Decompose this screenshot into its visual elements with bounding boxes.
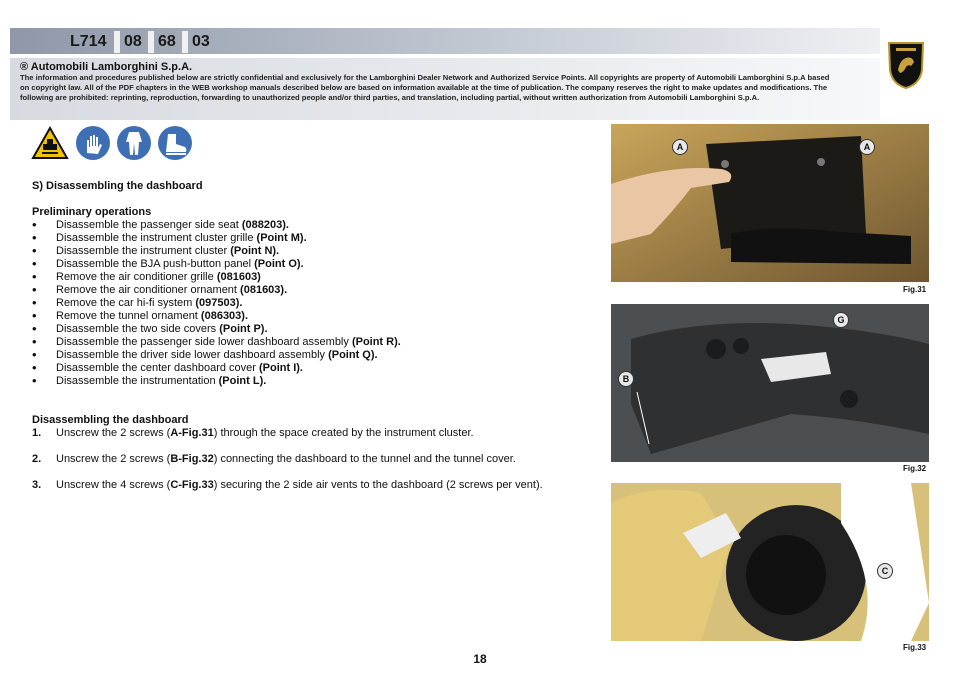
callout-a: A [672, 139, 688, 155]
item-text: Disassemble the instrument cluster grille [56, 232, 257, 244]
list-item [32, 336, 592, 349]
disclaimer-title: ® Automobili Lamborghini S.p.A. [20, 61, 193, 73]
disassembling-title: Disassembling the dashboard [32, 414, 189, 426]
step-item [32, 479, 592, 492]
main-content [32, 180, 592, 492]
item-text: Disassemble the two side covers [56, 323, 220, 335]
list-item [32, 271, 592, 284]
step-text: ) connecting the dashboard to the tunnel and the tunnel cover. [213, 453, 516, 465]
list-item [32, 362, 592, 375]
section-title: S) Disassembling the dashboard [32, 180, 203, 192]
item-ref: (097503). [195, 297, 243, 309]
item-ref: (086303). [200, 310, 249, 322]
doc-code-group: 08 [124, 33, 142, 50]
figure-32-photo [611, 304, 929, 462]
preliminary-title: Preliminary operations [32, 206, 152, 218]
item-text: Remove the tunnel ornament [56, 310, 201, 322]
list-item [32, 284, 592, 297]
figure-31-photo [611, 124, 929, 282]
item-ref: (Point R). [351, 336, 401, 348]
list-item [32, 349, 592, 362]
disclaimer-text: The information and procedures published below are strictly confidential and exclusively for the Lamborghini Dealer Network and Authorized Service Points. All copyrights are property of Automobili Lamborghini S.p.A based on copyright law. All of the PDF chapters in the WEB workshop manuals described below are based on information available at the time of publication. The company reserves the right to make updates and modifications. The following are prohibited: reprinting, reproduction, forwarding to unauthorized people and/or third parties, and translation, including partial, without written authorization from Automobili Lamborghini S.p.A. [20, 73, 830, 102]
item-ref: (Point N). [230, 245, 280, 257]
item-text: Disassemble the passenger side seat [56, 219, 242, 231]
step-text: Unscrew the 4 screws ( [56, 479, 171, 491]
item-ref: (Point L). [218, 375, 267, 387]
code-separator [182, 31, 188, 53]
figure-33-photo [611, 483, 929, 641]
callout-b: B [618, 371, 634, 387]
callout-c: C [877, 563, 893, 579]
item-ref: (Point M). [256, 232, 307, 244]
overalls-icon [117, 126, 151, 160]
list-item [32, 375, 592, 388]
doc-code-section: 03 [192, 33, 210, 50]
safety-shoes-icon [158, 126, 192, 160]
step-number: 2. [32, 453, 42, 465]
callout-a: A [859, 139, 875, 155]
step-ref: C-Fig.33 [170, 479, 214, 491]
doc-code-subgroup: 68 [158, 33, 176, 50]
doc-code-model: L714 [70, 33, 107, 50]
list-item [32, 310, 592, 323]
list-item [32, 219, 592, 232]
item-ref: (081603). [240, 284, 288, 296]
hand-crush-warning-icon [31, 126, 69, 160]
item-ref: (Point Q). [328, 349, 378, 361]
item-ref: (Point I). [259, 362, 303, 374]
item-ref: (Point O). [254, 258, 304, 270]
list-item [32, 232, 592, 245]
step-ref: A-Fig.31 [170, 427, 214, 439]
preliminary-list [32, 219, 592, 388]
step-number: 1. [32, 427, 42, 439]
step-item [32, 427, 592, 440]
step-text: ) through the space created by the instrument cluster. [213, 427, 474, 439]
step-ref: B-Fig.32 [170, 453, 214, 465]
code-separator [114, 31, 120, 53]
item-text: Disassemble the instrument cluster [56, 245, 231, 257]
step-text: Unscrew the 2 screws ( [56, 453, 171, 465]
step-text: ) securing the 2 side air vents to the dashboard (2 screws per vent). [213, 479, 543, 491]
item-text: Disassemble the instrumentation [56, 375, 219, 387]
page-number: 18 [473, 652, 487, 666]
list-item [32, 245, 592, 258]
item-text: Remove the car hi-fi system [56, 297, 196, 309]
item-text: Remove the air conditioner ornament [56, 284, 241, 296]
code-separator [148, 31, 154, 53]
step-number: 3. [32, 479, 42, 491]
item-text: Remove the air conditioner grille [56, 271, 217, 283]
list-item [32, 258, 592, 271]
item-text: Disassemble the center dashboard cover [56, 362, 259, 374]
callout-g: G [833, 312, 849, 328]
item-text: Disassemble the driver side lower dashboard assembly [56, 349, 329, 361]
list-item [32, 297, 592, 310]
figure-label: Fig.32 [903, 464, 927, 473]
item-text: Disassemble the BJA push-button panel [56, 258, 255, 270]
gloves-icon [76, 126, 110, 160]
item-ref: (081603) [216, 271, 261, 283]
step-text: Unscrew the 2 screws ( [56, 427, 171, 439]
list-item [32, 323, 592, 336]
item-text: Disassemble the passenger side lower dashboard assembly [56, 336, 352, 348]
item-ref: (088203). [241, 219, 289, 231]
figure-label: Fig.33 [903, 643, 927, 652]
step-item [32, 453, 592, 466]
lamborghini-logo [886, 40, 926, 90]
item-ref: (Point P). [219, 323, 268, 335]
figure-label: Fig.31 [903, 285, 927, 294]
